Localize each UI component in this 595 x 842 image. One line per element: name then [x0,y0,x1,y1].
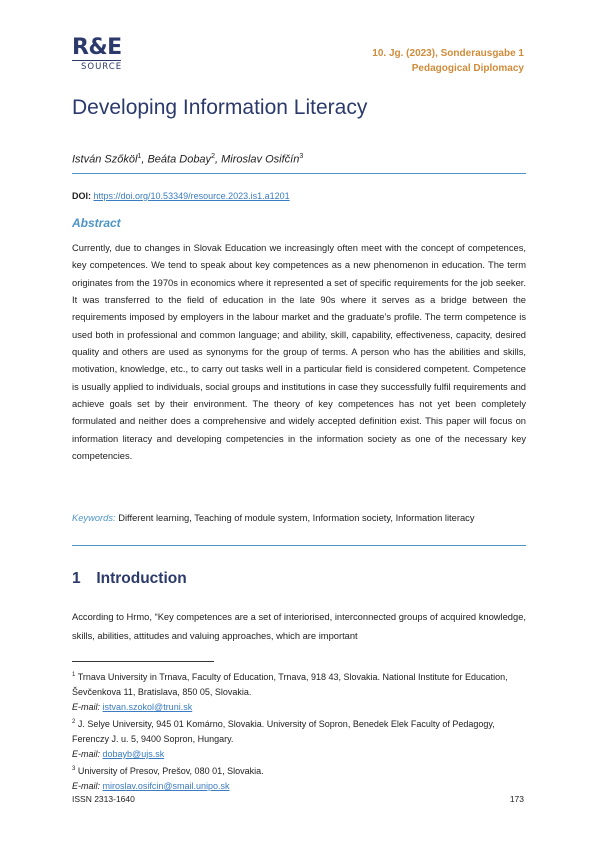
footnote-text: University of Presov, Prešov, 080 01, Slovakia. [77,766,264,776]
author-name: István Szőköl [72,153,138,166]
footnote-text: J. Selye University, 945 01 Komárno, Slovakia. University of Sopron, Benedek Elek Faculty of Pedagogy, Ferenczy J. u. 5, 9400 Sopron, Hungary. [72,719,495,744]
author-affiliation-mark: 2 [211,153,215,160]
footnote-mark: 3 [72,766,76,772]
email-link[interactable]: istvan.szokol@truni.sk [102,702,193,712]
footnote-mark: 1 [72,672,76,678]
doi-label: DOI: [72,191,91,201]
footnote-email [72,700,526,715]
author-list [72,153,303,166]
abstract-text: Currently, due to changes in Slovak Education we increasingly often meet with the concept of competences, key competences. We tend to speak about key competences as a new phenomenon in education. The term originates from the 1970s in economics where it represented a set of specific requirements for the job seeker. It was transferred to the field of education in the late 90s where it serves as a bridge between the requirements imposed by employers in the labour market and the graduate’s profile. The term competence is used both in professional and common language; and ability, skill, capability, effectiveness, capacity, desired quality and others are used as synonyms for the group of terms. A person who has the abilities and skills, motivation, knowledge, etc., to carry out tasks well in a particular field is considered competent. Competence is usually applied to individuals, social groups and institutions in case they successfully fulfil requirements and achieve goals set by their environment. The theory of key competences has not yet been completely formulated and neither does a comprehensive and widely accepted definition exist. This paper will focus on information literacy and developing competencies in the information society as one of the necessary key competencies. [72,243,526,462]
footnotes [72,668,526,794]
journal-info [372,46,524,76]
section-heading [72,570,187,588]
author-affiliation-mark: 1 [137,153,142,160]
footnote-separator [72,661,214,662]
footnote [72,762,526,779]
logo-sub-text: SOURCE [72,60,121,73]
doi-line [72,191,290,201]
logo-main-text: R&E [72,35,122,60]
author-separator: , [141,153,148,166]
email-link[interactable]: dobayb@ujs.sk [102,749,165,759]
author-name: Beáta Dobay [147,153,212,166]
doi-link[interactable]: https://doi.org/10.53349/resource.2023.is1.a1201 [93,191,290,201]
email-link[interactable]: miroslav.osifcin@smail.unipo.sk [102,781,230,791]
author-name: Miroslav Osifčín [221,153,300,166]
section-number: 1 [72,570,81,587]
keywords-divider [72,545,526,546]
footnote-email [72,779,526,794]
title-divider [72,173,526,174]
author-separator: , [214,153,222,166]
footnote [72,715,526,747]
footnote [72,668,526,700]
journal-section: Pedagogical Diplomacy [411,63,524,74]
email-label: E-mail: [72,781,101,791]
email-label: E-mail: [72,702,101,712]
paper-title: Developing Information Literacy [72,96,368,119]
email-label: E-mail: [72,749,101,759]
issn: ISSN 2313-1640 [72,794,135,804]
footnote-text: Trnava University in Trnava, Faculty of Education, Trnava, 918 43, Slovakia. National Institute for Education, Ševčenkova 11, Bratislava, 850 05, Slovakia. [72,672,508,697]
page-number: 173 [509,794,524,804]
author-affiliation-mark: 3 [299,153,304,160]
footnote-mark: 2 [72,719,76,725]
section-title: Introduction [96,570,187,587]
section-paragraph: According to Hrmo, “Key competences are a set of interiorised, interconnected groups of acquired knowledge, skills, abilities, attitudes and valuing approaches, which are important [72,612,526,641]
journal-issue: 10. Jg. (2023), Sonderausgabe 1 [372,48,524,59]
journal-logo [72,36,132,73]
keywords [72,510,526,527]
keywords-label: Keywords: [72,513,116,523]
footnote-email [72,747,526,762]
abstract-heading: Abstract [72,216,121,230]
keywords-text: Different learning, Teaching of module system, Information society, Information literacy [118,513,475,523]
